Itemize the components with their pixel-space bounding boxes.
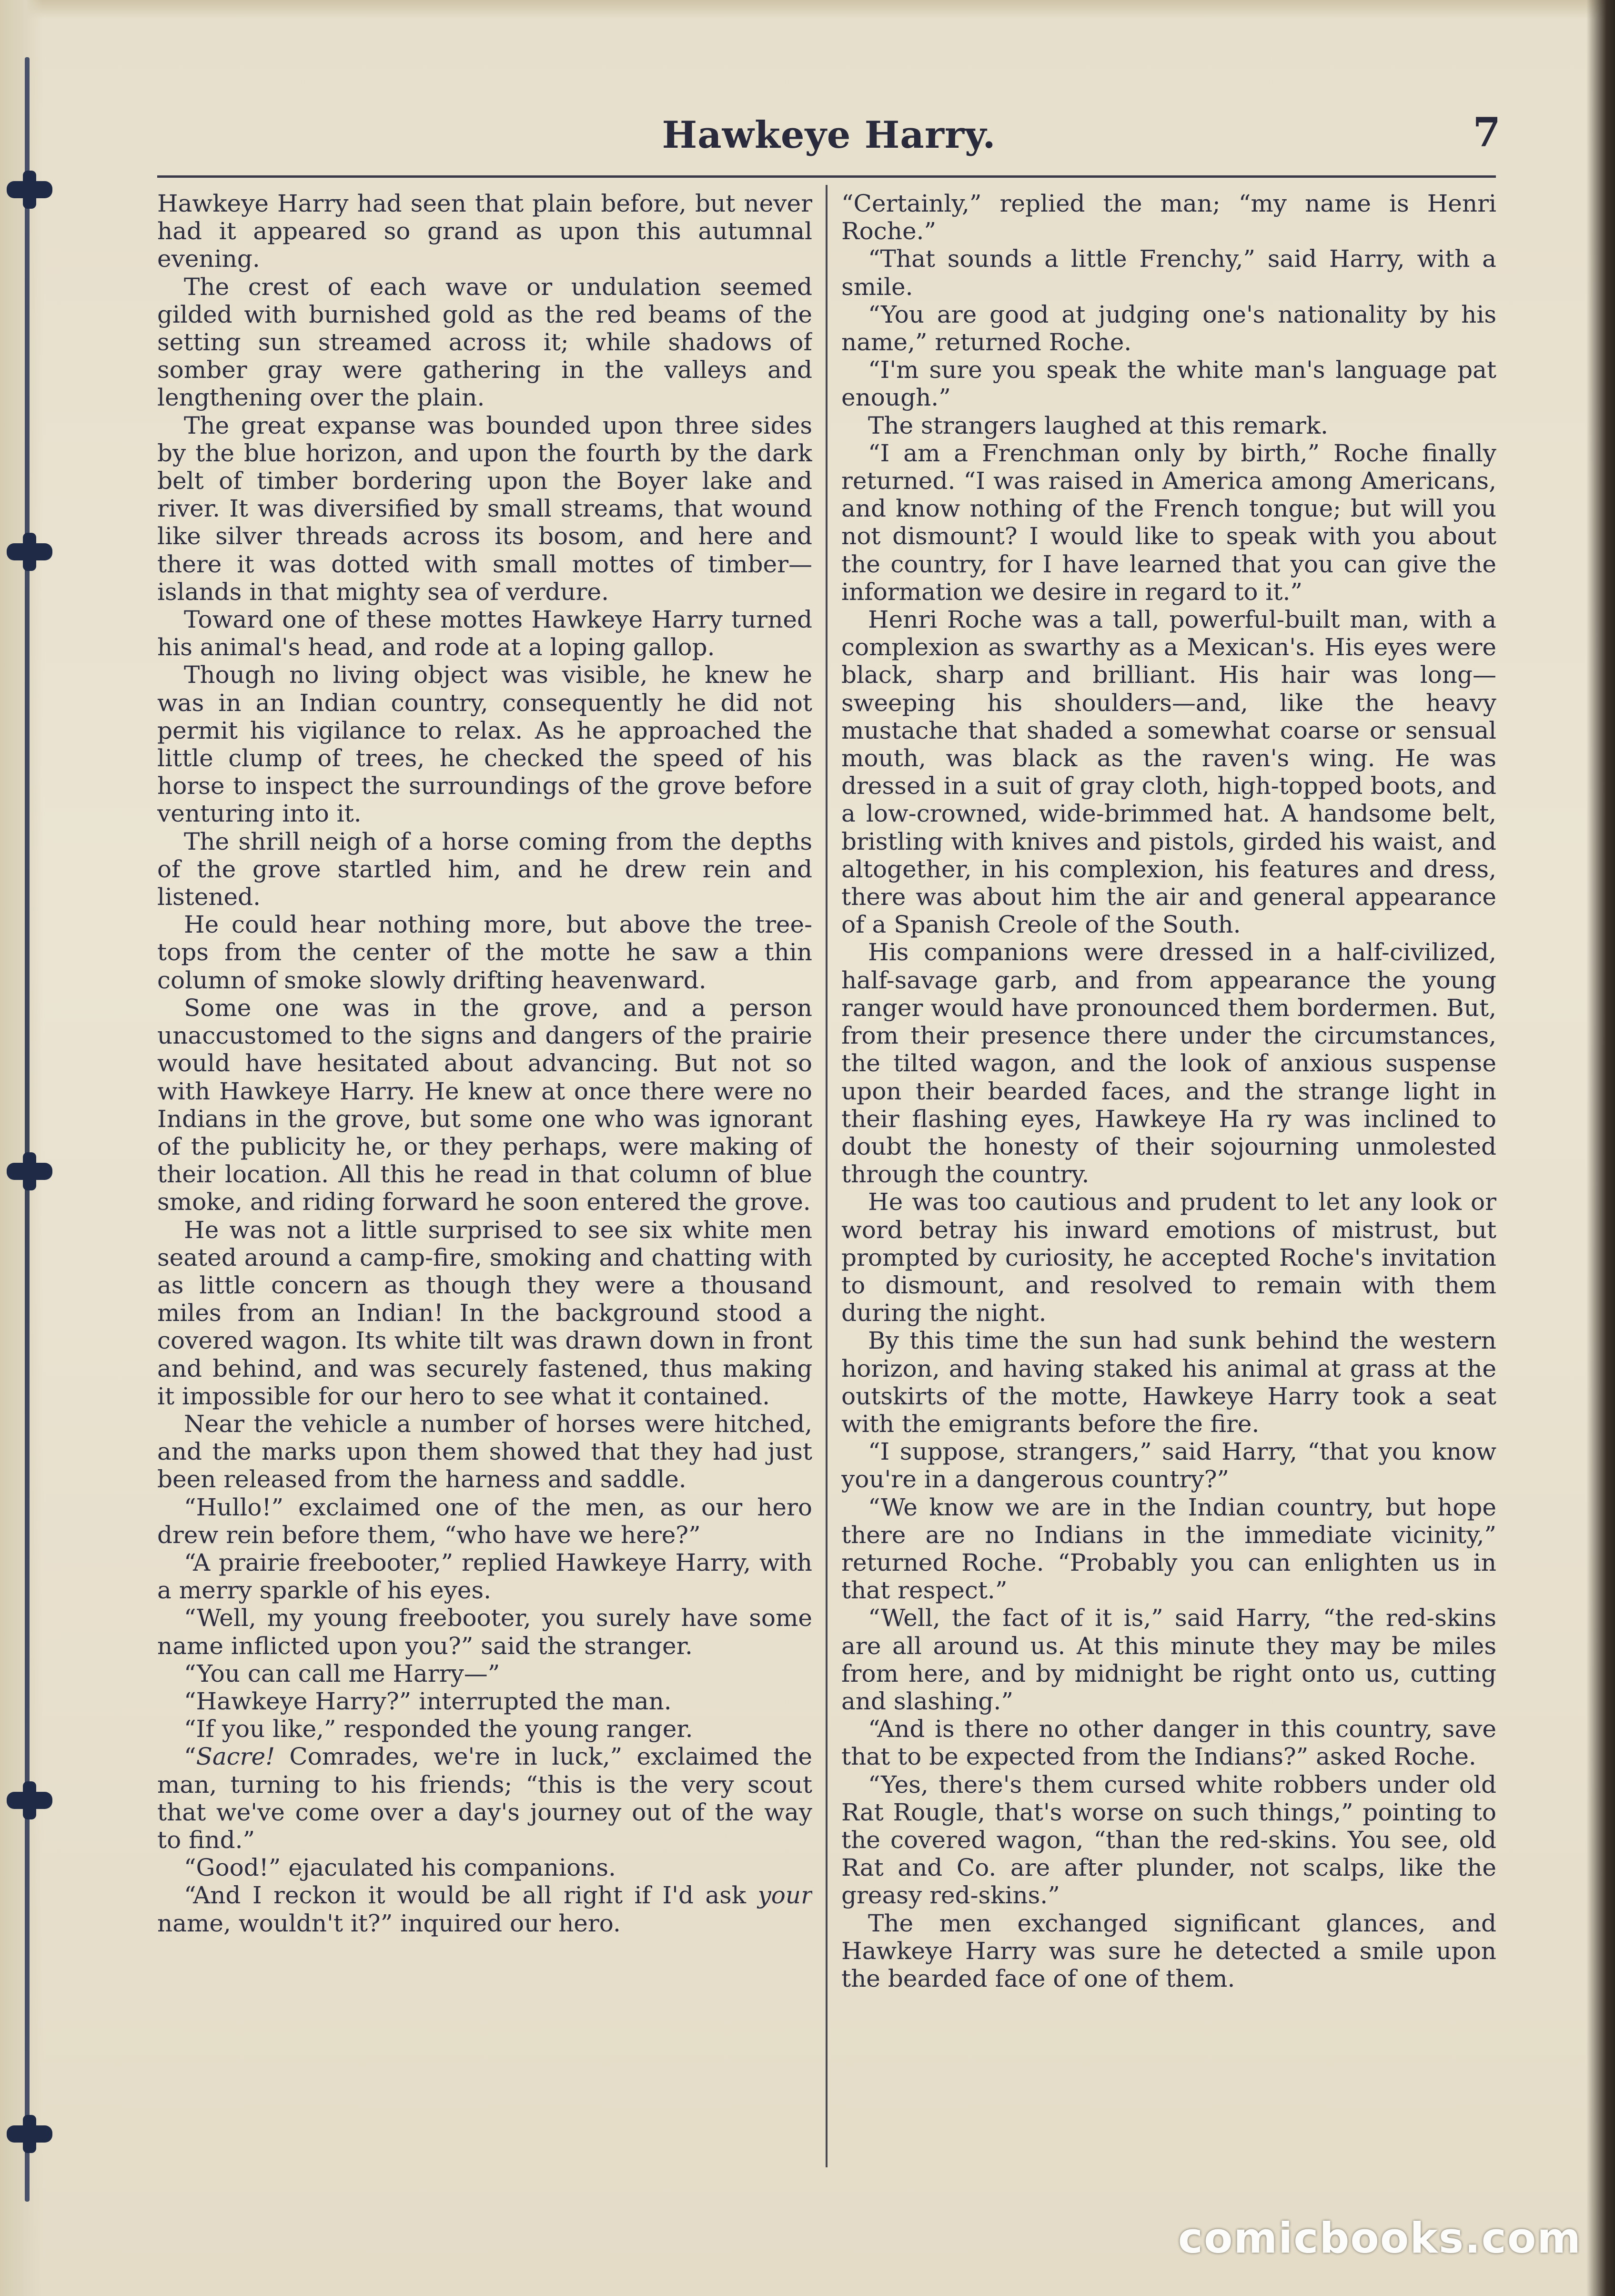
paragraph: “Yes, there's them cursed white robbers under old Rat Rougle, that's worse on such things,” pointing to the covered wagon, “than the red-skins. You see, old Rat and Co. are after plunder, not scalps, like the greasy red-skins.”: [841, 1770, 1496, 1910]
paragraph: “Certainly,” replied the man; “my name is Henri Roche.”: [841, 190, 1496, 245]
column-divider: [826, 185, 828, 2167]
paragraph: The great expanse was bounded upon three sides by the blue horizon, and upon the fourth by the dark belt of timber bordering upon the Boyer lake and river. It was diversified by small streams, that wound like silver threads across its bosom, and here and there it was dotted with small mottes of timber—islands in that mighty sea of verdure.: [157, 411, 812, 606]
paragraph: “Hawkeye Harry?” interrupted the man.: [184, 1687, 672, 1715]
paragraph: “I am a Frenchman only by birth,” Roche finally returned. “I was raised in America among Americans, and know nothing of the French tongue; but will you not dismount? I would like to speak with you about the country, for I have learned that you can give the information we desire in regard to it.”: [841, 439, 1496, 606]
binding-spine: [0, 0, 43, 2296]
paragraph: The men exchanged significant glances, and Hawkeye Harry was sure he detected a smile upon the bearded face of one of them.: [841, 1909, 1496, 1992]
paragraph: “We know we are in the Indian country, but hope there are no Indians in the immediate vicinity,” returned Roche. “Probably you can enlighten us in that respect.”: [841, 1493, 1496, 1605]
paragraph: He was too cautious and prudent to let any look or word betray his inward emotions of mistrust, but prompted by curiosity, he accepted Roche's invitation to dismount, and resolved to remain with them during the night.: [841, 1188, 1496, 1327]
right-column: [841, 190, 1496, 2172]
binding-stitch: [7, 543, 52, 560]
paragraph: “And is there no other danger in this country, save that to be expected from the Indians?” asked Roche.: [841, 1715, 1496, 1771]
page-right-edge: [1586, 0, 1615, 2296]
running-title: Hawkeye Harry.: [662, 113, 996, 157]
paragraph: “Good!” ejaculated his companions.: [184, 1854, 616, 1882]
paragraph: “I suppose, strangers,” said Harry, “that you know you're in a dangerous country?”: [841, 1438, 1496, 1493]
paragraph: By this time the sun had sunk behind the western horizon, and having staked his animal at grass at the outskirts of the motte, Hawkeye Harry took a seat with the emigrants before the fire.: [841, 1327, 1496, 1438]
paragraph: “A prairie freebooter,” replied Hawkeye Harry, with a merry sparkle of his eyes.: [157, 1548, 812, 1605]
paragraph: “Sacre! Comrades, we're in luck,” exclaimed the man, turning to his friends; “this is the very scout that we've come over a day's journey out of the way to find.”: [157, 1743, 812, 1854]
binding-stitch: [7, 2125, 52, 2143]
paragraph: The strangers laughed at this remark.: [868, 411, 1328, 439]
paragraph: “You can call me Harry—”: [184, 1659, 500, 1687]
page-number: 7: [1473, 109, 1501, 156]
page-top-edge: [0, 0, 1615, 19]
paragraph: “Well, my young freebooter, you surely have some name inflicted upon you?” said the stranger.: [157, 1604, 812, 1660]
page-header: [157, 100, 1501, 167]
paragraph: Toward one of these mottes Hawkeye Harry turned his animal's head, and rode at a loping gallop.: [157, 606, 812, 661]
paragraph: “If you like,” responded the young ranger.: [184, 1715, 693, 1743]
paragraph: He could hear nothing more, but above the tree-tops from the center of the motte he saw a thin column of smoke slowly drifting heavenward.: [157, 911, 812, 994]
binding-thread: [25, 57, 30, 2202]
paragraph: His companions were dressed in a half-civilized, half-savage garb, and from appearance the young ranger would have pronounced them bordermen. But, from their presence there under the circumstances, the tilted wagon, and the look of anxious suspense upon their bearded faces, and the strange light in their flashing eyes, Hawkeye Ha ry was inclined to doubt the honesty of their sojourning unmolested through the country.: [841, 938, 1496, 1189]
header-rule: [157, 175, 1496, 178]
paragraph: “And I reckon it would be all right if I'd ask your name, wouldn't it?” inquired our hero.: [157, 1881, 812, 1937]
watermark-text: comicbooks.com: [1178, 2214, 1582, 2263]
left-column: [157, 190, 812, 2172]
paragraph: “I'm sure you speak the white man's language pat enough.”: [841, 356, 1496, 412]
binding-stitch: [7, 181, 52, 198]
paragraph: Near the vehicle a number of horses were hitched, and the marks upon them showed that they had just been released from the harness and saddle.: [157, 1410, 812, 1493]
paragraph: He was not a little surprised to see six white men seated around a camp-fire, smoking and chatting with as little concern as though they were a thousand miles from an Indian! In the background stood a covered wagon. Its white tilt was drawn down in front and behind, and was securely fastened, thus making it impossible for our hero to see what it contained.: [157, 1216, 812, 1410]
paragraph: “Well, the fact of it is,” said Harry, “the red-skins are all around us. At this minute they may be miles from here, and by midnight be right onto us, cutting and slashing.”: [841, 1604, 1496, 1715]
paragraph: “That sounds a little Frenchy,” said Harry, with a smile.: [841, 245, 1496, 301]
paragraph: The shrill neigh of a horse coming from the depths of the grove startled him, and he drew rein and listened.: [157, 827, 812, 911]
paragraph: Some one was in the grove, and a person unaccustomed to the signs and dangers of the prairie would have hesitated about advancing. But not so with Hawkeye Harry. He knew at once there were no Indians in the grove, but some one who was ignorant of the publicity he, or they perhaps, were making of their location. All this he read in that column of blue smoke, and riding forward he soon entered the grove.: [157, 994, 812, 1216]
paragraph: The crest of each wave or undulation seemed gilded with burnished gold as the red beams of the setting sun streamed across it; while shadows of somber gray were gathering in the valleys and lengthening over the plain.: [157, 273, 812, 412]
paragraph: “You are good at judging one's nationality by his name,” returned Roche.: [841, 300, 1496, 356]
paragraph: Though no living object was visible, he knew he was in an Indian country, consequently he did not permit his vigilance to relax. As he approached the little clump of trees, he checked the speed of his horse to inspect the surroundings of the grove before venturing into it.: [157, 661, 812, 828]
binding-stitch: [7, 1163, 52, 1180]
binding-stitch: [7, 1792, 52, 1809]
paragraph: Henri Roche was a tall, powerful-built man, with a complexion as swarthy as a Mexican's. His eyes were black, sharp and brilliant. His hair was long—sweeping his shoulders—and, like the heavy mustache that shaded a somewhat coarse or sensual mouth, was black as the raven's wing. He was dressed in a suit of gray cloth, high-topped boots, and a low-crowned, wide-brimmed hat. A handsome belt, bristling with knives and pistols, girded his waist, and altogether, in his complexion, his features and dress, there was about him the air and general appearance of a Spanish Creole of the South.: [841, 606, 1496, 939]
paragraph: Hawkeye Harry had seen that plain before, but never had it appeared so grand as upon this autumnal evening.: [157, 190, 812, 273]
paragraph: “Hullo!” exclaimed one of the men, as our hero drew rein before them, “who have we here?”: [157, 1493, 812, 1549]
